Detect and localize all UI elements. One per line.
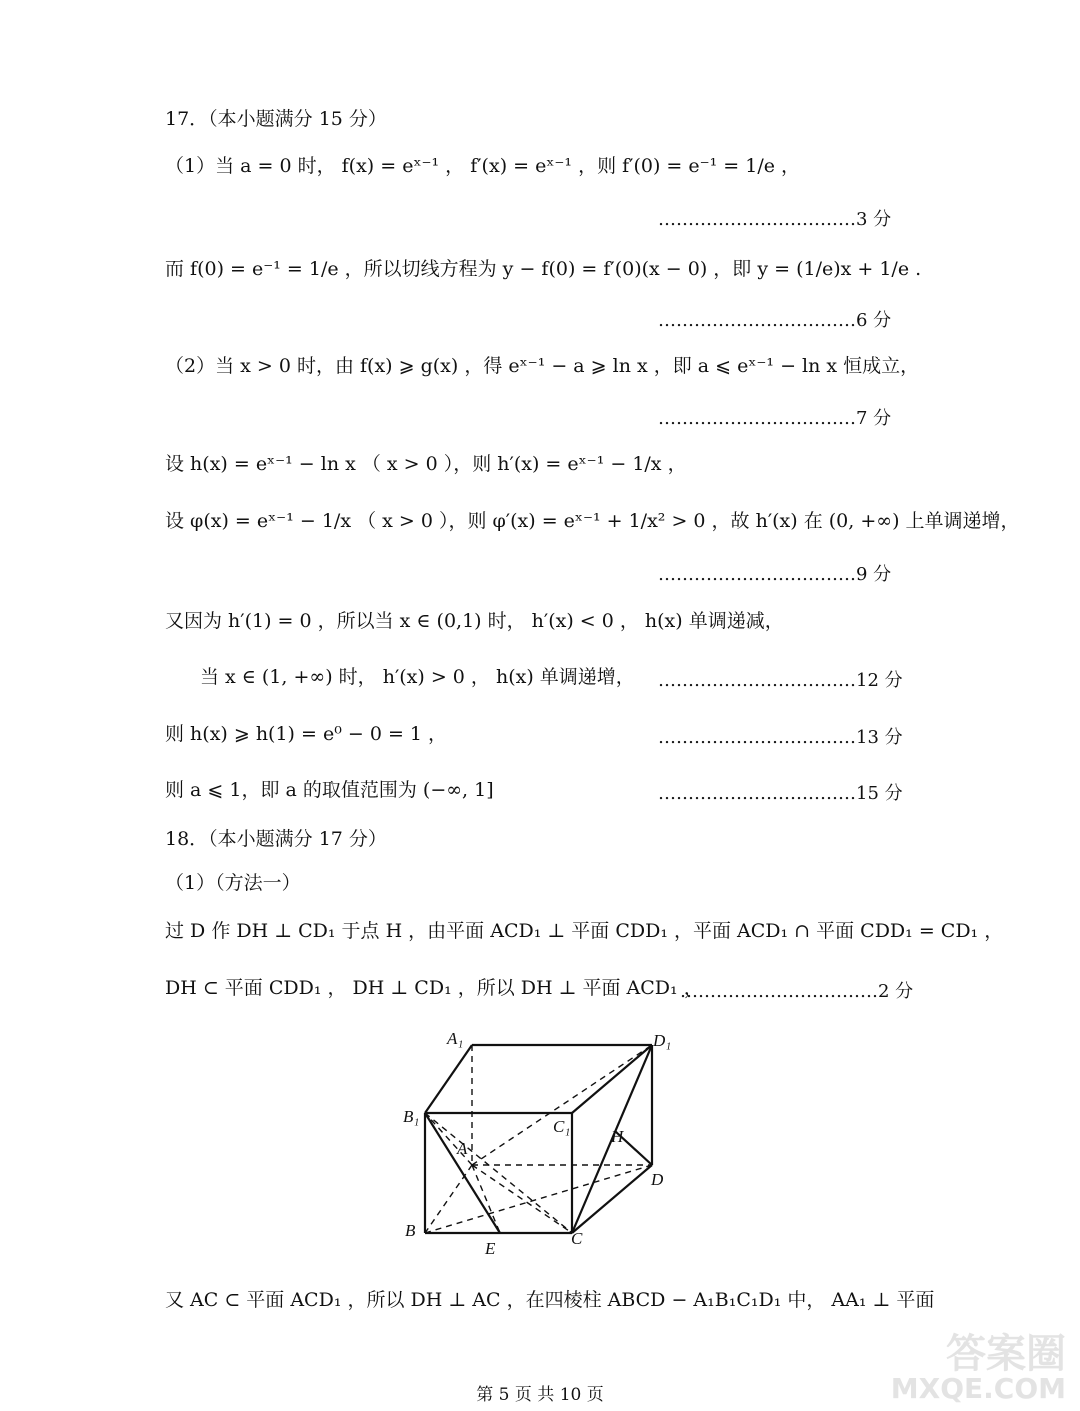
label-B: B <box>405 1221 416 1240</box>
score-15: ……………………………15 分 <box>658 783 903 804</box>
label-D: D <box>651 1170 664 1189</box>
label-C1: C₁ <box>553 1117 571 1136</box>
label-C: C <box>571 1229 583 1248</box>
q17-line-9: 则 a ⩽ 1，即 a 的取值范围为 (−∞, 1] <box>165 779 494 801</box>
score-13: ……………………………13 分 <box>658 727 903 748</box>
score-12: ……………………………12 分 <box>658 670 903 691</box>
q18-line-2: 过 D 作 DH ⊥ CD₁ 于点 H ，由平面 ACD₁ ⊥ 平面 CDD₁ ，平面 ACD₁ ∩ 平面 CDD₁ = CD₁ ， <box>165 920 1004 942</box>
page-footer: 第 5 页 共 10 页 <box>476 1385 604 1405</box>
label-H: H <box>611 1127 624 1146</box>
q17-line-5: 设 φ(x) = eˣ⁻¹ − 1/x （ x > 0 ），则 φ′(x) = eˣ⁻¹ + 1/x² > 0 ，故 h′(x) 在 (0, +∞) 上单调递增， <box>165 510 1020 532</box>
score-3: ……………………………3 分 <box>658 209 892 230</box>
label-B1: B₁ <box>403 1107 420 1126</box>
label-A: A <box>457 1139 468 1158</box>
prism-figure <box>395 1030 695 1260</box>
label-D1: D₁ <box>653 1031 672 1050</box>
watermark-logo: 答案圈 <box>946 1331 1066 1377</box>
q17-line-7: 当 x ∈ (1, +∞) 时， h′(x) > 0 ， h(x) 单调递增， <box>200 666 635 688</box>
q18-line-4: 又 AC ⊂ 平面 ACD₁ ，所以 DH ⊥ AC ，在四棱柱 ABCD − A₁B₁C₁D₁ 中， AA₁ ⊥ 平面 <box>165 1289 935 1311</box>
score-9: ……………………………9 分 <box>658 564 892 585</box>
q18-line-3: DH ⊂ 平面 CDD₁ ， DH ⊥ CD₁ ，所以 DH ⊥ 平面 ACD₁ ， <box>165 977 703 999</box>
score-2: ……………………………2 分 <box>680 981 914 1002</box>
q17-line-4: 设 h(x) = eˣ⁻¹ − ln x （ x > 0 ），则 h′(x) = eˣ⁻¹ − 1/x ， <box>165 453 687 475</box>
score-6: ……………………………6 分 <box>658 310 892 331</box>
label-A1: A₁ <box>447 1030 464 1048</box>
q17-line-6: 又因为 h′(1) = 0 ，所以当 x ∈ (0,1) 时， h′(x) < 0 ， h(x) 单调递减， <box>165 610 784 632</box>
label-E: E <box>485 1239 496 1258</box>
q17-line-8: 则 h(x) ⩾ h(1) = e⁰ − 0 = 1 ， <box>165 723 448 745</box>
q17-line-1: （1）当 a = 0 时， f(x) = eˣ⁻¹ ， f′(x) = eˣ⁻¹ ，则 f′(0) = e⁻¹ = 1/e ， <box>165 155 801 177</box>
q17-line-3: （2）当 x > 0 时，由 f(x) ⩾ g(x) ，得 eˣ⁻¹ − a ⩾ ln x ，即 a ⩽ eˣ⁻¹ − ln x 恒成立， <box>165 355 920 377</box>
q17-line-2: 而 f(0) = e⁻¹ = 1/e ，所以切线方程为 y − f(0) = f′(0)(x − 0) ，即 y = (1/e)x + 1/e . <box>165 258 922 280</box>
score-7: ……………………………7 分 <box>658 408 892 429</box>
q17-header: 17．（本小题满分 15 分） <box>165 108 387 130</box>
q18-line-1: （1）（方法一） <box>165 872 301 894</box>
q18-header: 18．（本小题满分 17 分） <box>165 828 387 850</box>
watermark-url: MXQE.COM <box>890 1372 1066 1405</box>
